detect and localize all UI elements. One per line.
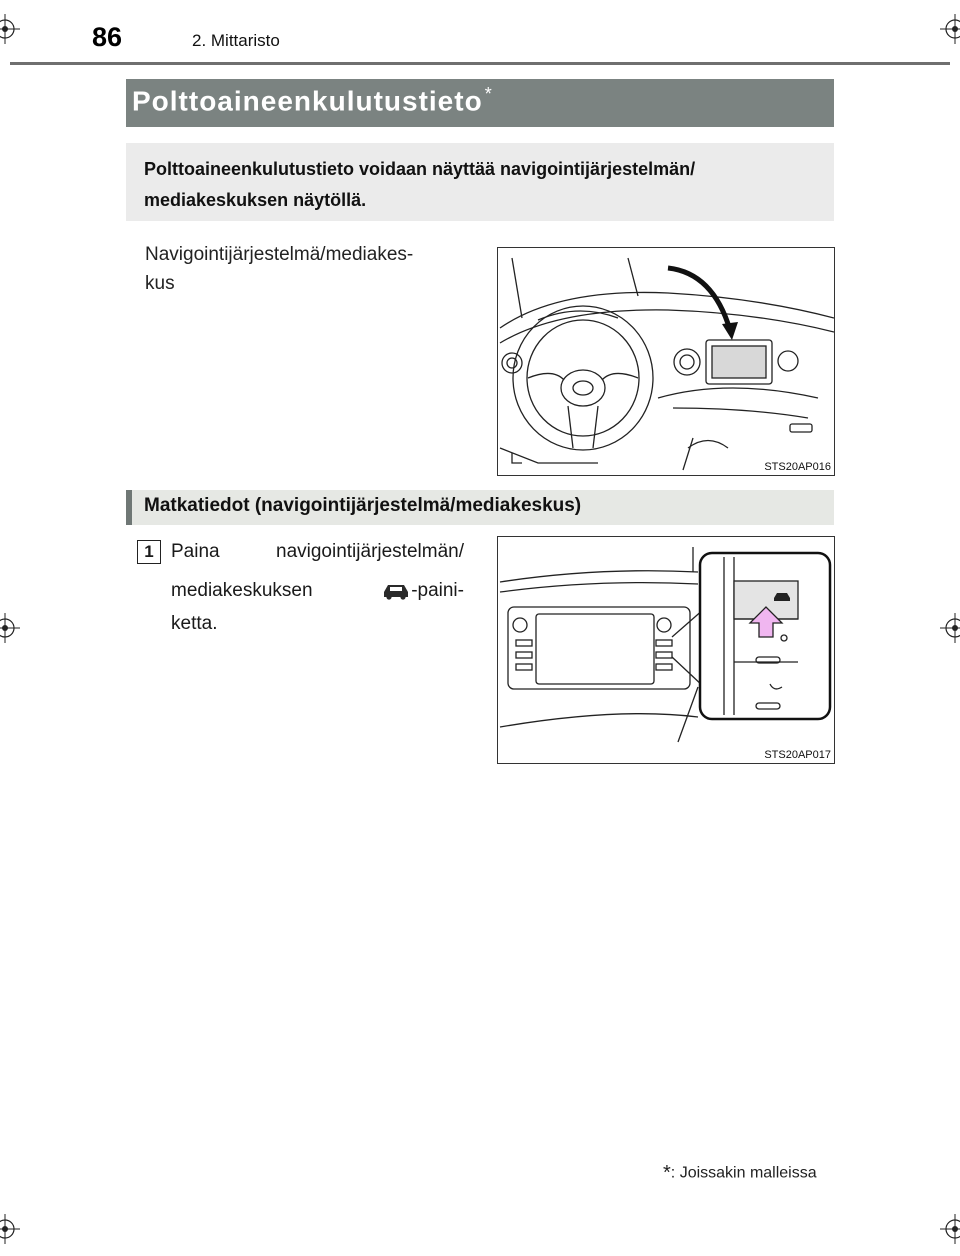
footnote-marker: * bbox=[663, 1162, 671, 1184]
step1-word-a: Paina bbox=[171, 541, 220, 562]
figure1-caption bbox=[145, 240, 465, 298]
registration-mark-icon bbox=[0, 1214, 20, 1244]
figure-dashboard-illustration bbox=[497, 247, 835, 476]
figure1-code: STS20AP016 bbox=[764, 461, 831, 473]
car-button-reference bbox=[381, 580, 464, 602]
step-number-badge: 1 bbox=[137, 540, 161, 564]
page-number: 86 bbox=[92, 22, 123, 52]
header-rule bbox=[10, 62, 950, 65]
step1-line3: ketta. bbox=[171, 613, 218, 634]
section-title-text: Polttoaineenkulutustieto bbox=[132, 85, 483, 117]
figure1-caption-line2: kus bbox=[145, 273, 175, 294]
section-title-marker: * bbox=[484, 84, 493, 104]
registration-mark-icon bbox=[0, 613, 20, 643]
footnote-text: : Joissakin malleissa bbox=[670, 1164, 817, 1182]
step1-word-c: mediakeskuksen bbox=[171, 580, 313, 601]
section-title bbox=[132, 84, 493, 117]
figure2-code: STS20AP017 bbox=[764, 749, 831, 761]
step1-word-b: navigointijärjestelmän/ bbox=[276, 541, 464, 562]
figure1-caption-line1: Navigointijärjestelmä/mediakes- bbox=[145, 244, 414, 265]
footnote bbox=[663, 1162, 817, 1185]
dashboard-illustration bbox=[498, 248, 834, 475]
registration-mark-icon bbox=[940, 1214, 960, 1244]
step1-word-d: -paini- bbox=[411, 580, 464, 601]
step1-line2 bbox=[171, 580, 464, 602]
subsection-title: Matkatiedot (navigointijärjestelmä/mediakeskus) bbox=[144, 495, 582, 516]
car-icon bbox=[381, 582, 411, 600]
registration-mark-icon bbox=[940, 613, 960, 643]
step1-line1 bbox=[171, 541, 464, 563]
media-center-illustration bbox=[498, 537, 834, 763]
intro-text: Polttoaineenkulutustieto voidaan näyttää navigointijärjestelmän/ mediakeskuksen näytöllä. bbox=[144, 159, 696, 210]
figure-media-center-illustration bbox=[497, 536, 835, 764]
chapter-title: 2. Mittaristo bbox=[192, 31, 280, 50]
registration-mark-icon bbox=[940, 14, 960, 44]
registration-mark-icon bbox=[0, 14, 20, 44]
